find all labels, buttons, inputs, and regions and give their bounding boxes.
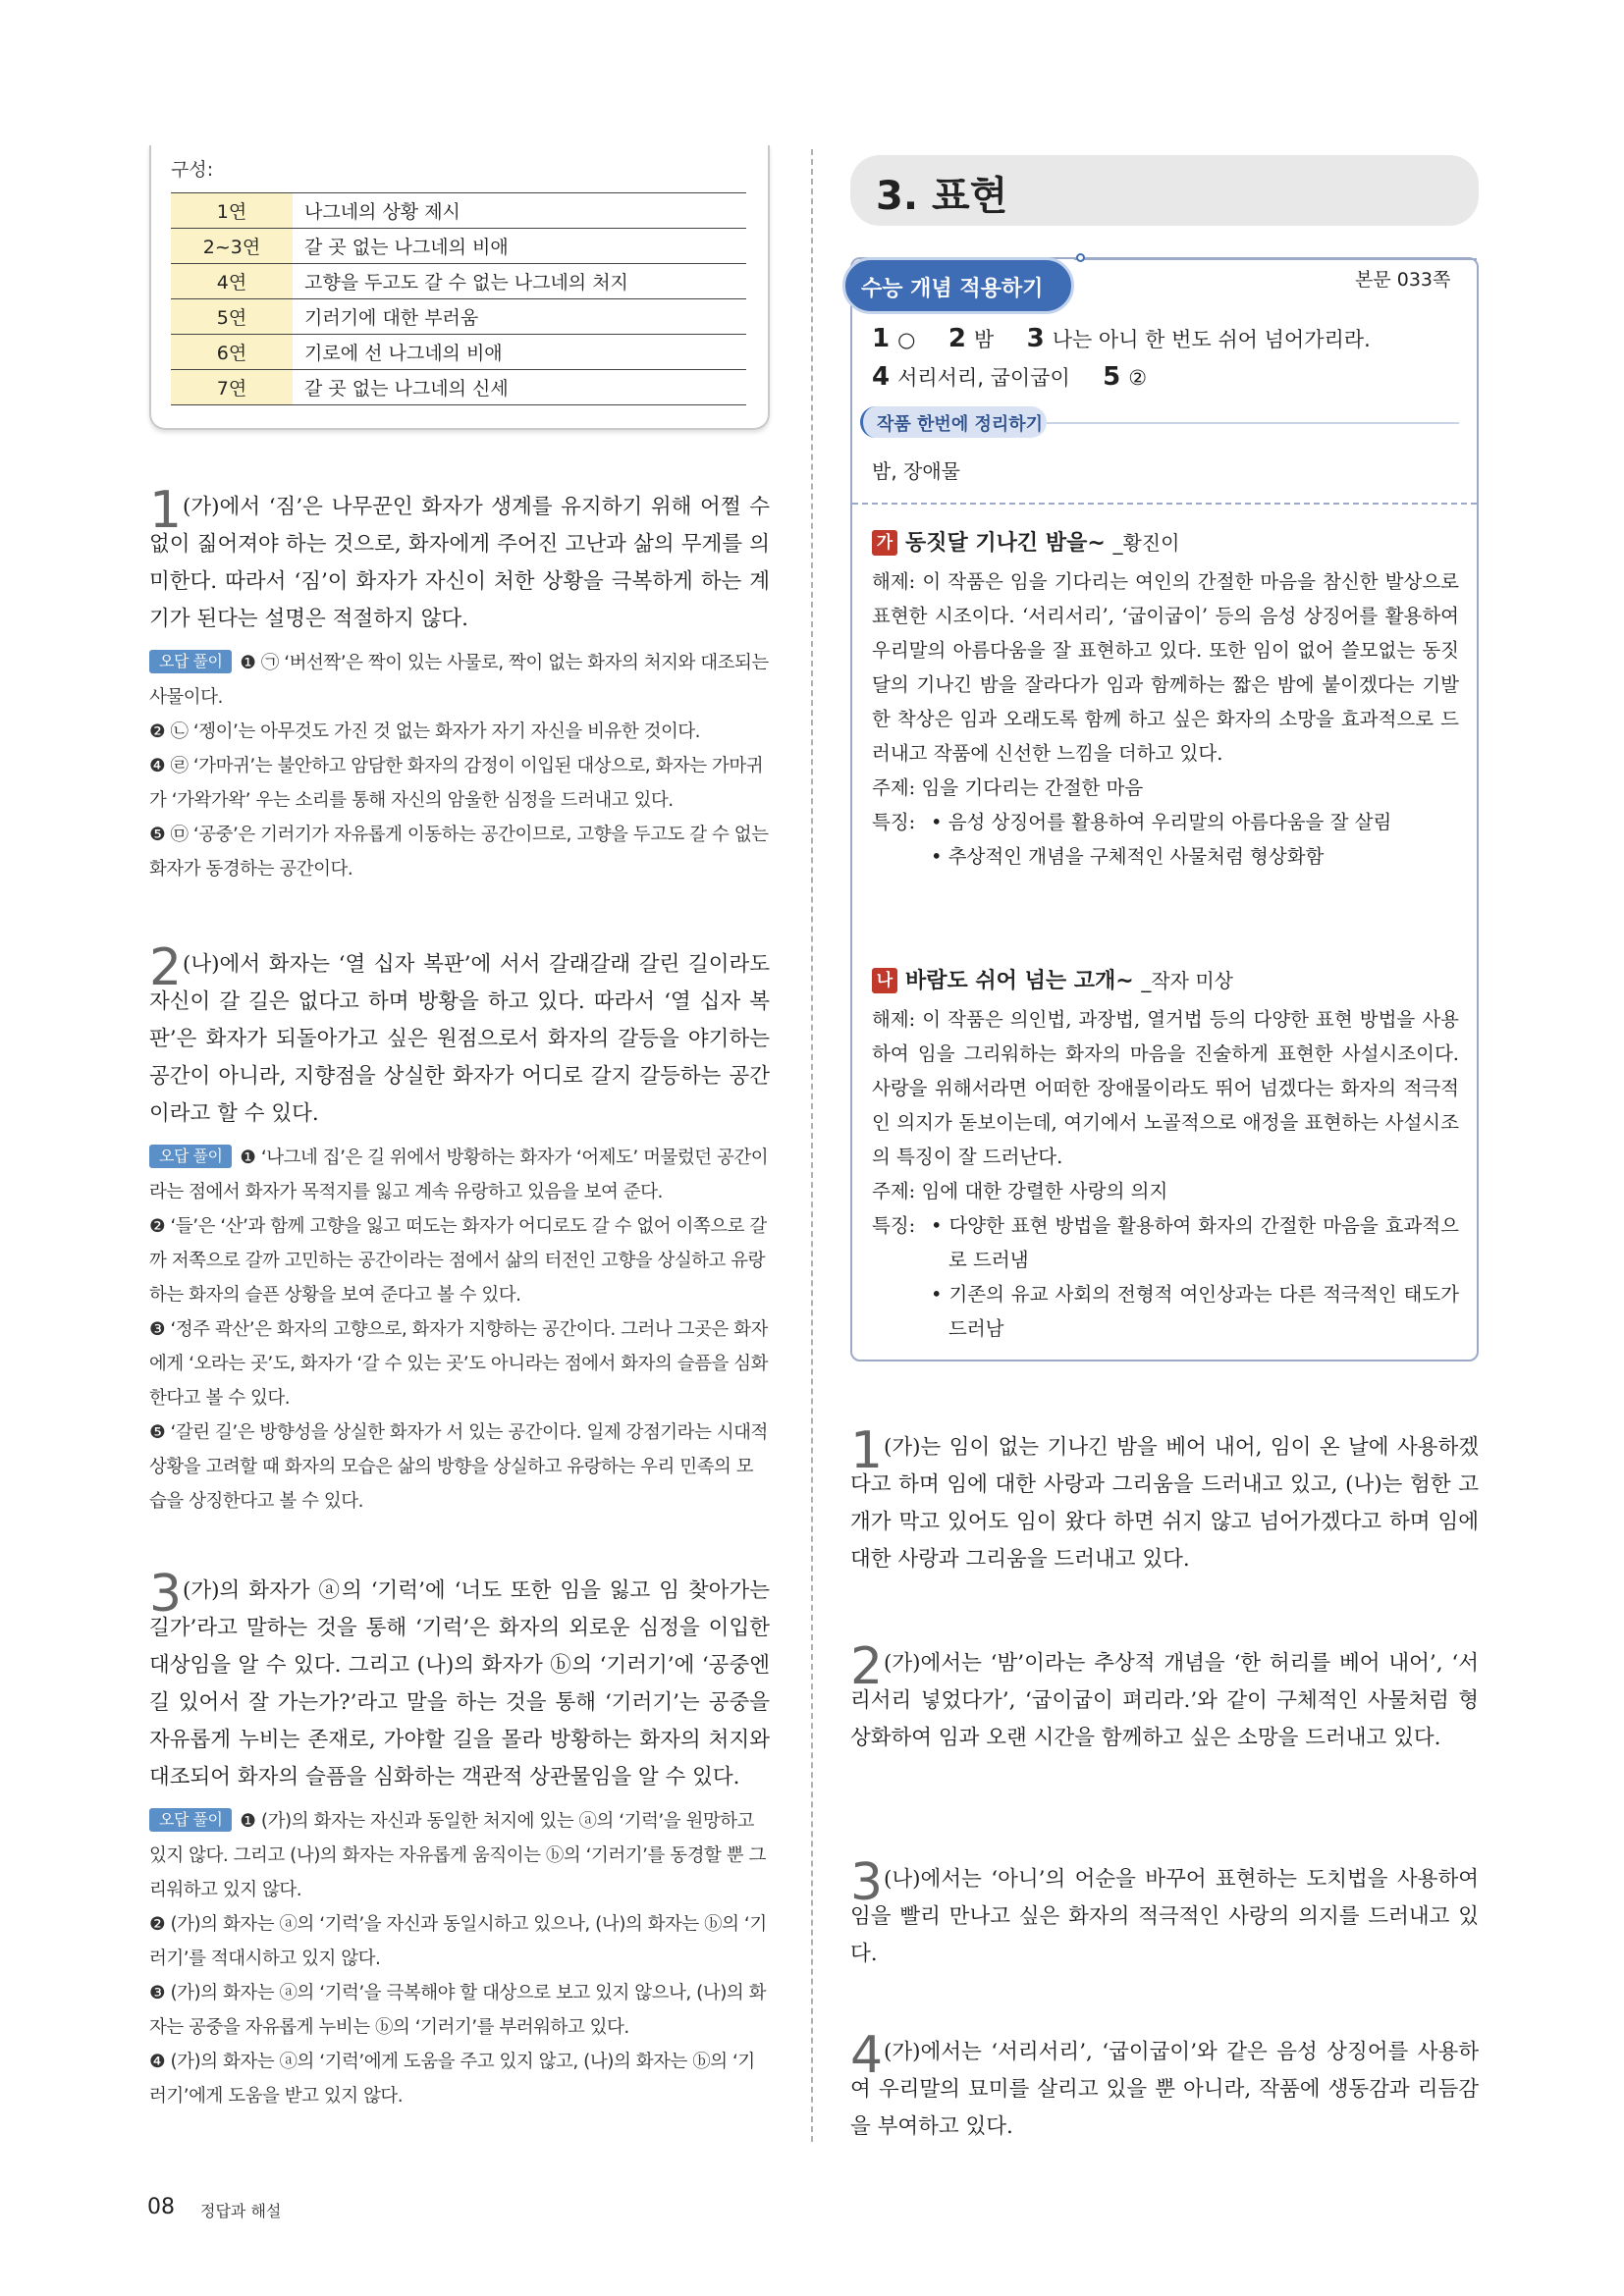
note-item: ❺ ㉤ ‘공중’은 기러기가 자유롭게 이동하는 공간이므로, 고향을 두고도 갈 수 없는 화자가 동경하는 공간이다. (149, 825, 769, 880)
question-text: (가)에서는 ‘밤’이라는 추상적 개념을 ‘한 허리를 베어 내어’, ‘서리서리 넣었다가’, ‘굽이굽이 펴리라.’와 같이 구체적인 사물처럼 형상화하여 임과 오랜 시간을 함께하고 싶은 소망을 드러내고 있다. (850, 1651, 1479, 1750)
note-item: ❹ ㉣ ‘가마귀’는 불안하고 암담한 화자의 감정이 이입된 대상으로, 화자는 가마귀가 ‘가왁가왁’ 우는 소리를 통해 자신의 암울한 심정을 드러내고 있다. (149, 756, 764, 811)
question-1 (149, 481, 770, 886)
feature-item: • 다양한 표현 방법을 활용하여 화자의 간절한 마음을 효과적으로 드러냄 (931, 1214, 1459, 1271)
question-3 (850, 1853, 1479, 1973)
question-text: (가)는 임이 없는 기나긴 밤을 베어 내어, 임이 온 날에 사용하겠다고 하며 임에 대한 사랑과 그리움을 드러내고 있고, (나)는 험한 고개가 막고 있어도 임이 왔다 하면 쉬지 않고 넘어가겠다고 하며 임에 대한 사랑과 그리움을 드러내고 있다. (850, 1435, 1479, 1572)
note-list (149, 1141, 770, 1519)
structure-table (171, 192, 746, 405)
feature-item: • 추상적인 개념을 구체적인 사물처럼 형상화함 (931, 845, 1325, 868)
footer-label: 정답과 해설 (200, 2202, 282, 2220)
note-item: ❷ ㉡ ‘젱이’는 아무것도 가진 것 없는 화자가 자기 자신을 비유한 것이다. (149, 721, 701, 742)
summary-pill (860, 406, 1047, 438)
answer-row: 1 ○ 2 밤 3 나는 아니 한 번도 쉬어 넘어가리라. (872, 324, 1371, 353)
table-row: 1연 나그네의 상황 제시 (171, 193, 746, 229)
structure-label: 구성: (171, 159, 214, 181)
work-b (872, 964, 1459, 1346)
section-title-bar (850, 155, 1479, 226)
table-row: 4연 고향을 두고도 갈 수 없는 나그네의 처지 (171, 264, 746, 299)
note-item: 오답 풀이 ❶ ㉠ ‘버선짝’은 짝이 있는 사물로, 짝이 없는 화자의 처지와 대조되는 사물이다. (149, 652, 769, 708)
card-label: 수능 개념 적용하기 (861, 277, 1044, 301)
question-number: 1 (149, 481, 181, 540)
note-item: ❸ (가)의 화자는 ⓐ의 ‘기럭’을 극복해야 할 대상으로 보고 있지 않으나, (나)의 화자는 공중을 자유롭게 누비는 ⓑ의 ‘기러기’를 부러워하고 있다. (149, 1983, 767, 2038)
question-2 (850, 1637, 1479, 1757)
question-text: (가)에서 ‘짐’은 나무꾼인 화자가 생계를 유지하기 위해 어쩔 수 없이 짊어져야 하는 것으로, 화자에게 주어진 고난과 삶의 무게를 의미한다. 따라서 ‘짐’이 화자가 자신이 처한 상황을 극복하게 하는 계기가 된다는 설명은 적절하지 않다. (149, 495, 770, 631)
question-number: 3 (850, 1853, 882, 1912)
wrong-answer-tag: 오답 풀이 (149, 1145, 232, 1168)
page-number: 08 (147, 2195, 175, 2219)
question-1 (850, 1421, 1479, 1578)
card-header-dot (1076, 253, 1085, 262)
work-haeje: 해제: 이 작품은 임을 기다리는 여인의 간절한 마음을 참신한 발상으로 표현한 시조이다. ‘서리서리’, ‘굽이굽이’ 등의 음성 상징어를 활용하여 우리말의 아름다움을 잘 표현하고 있다. 또한 임이 없어 쓸모없는 동짓달의 기나긴 밤을 잘라다가 임과 함께하는 짧은 밤에 붙이겠다는 기발한 착상은 임과 오래도록 함께 하고 싶은 화자의 소망을 효과적으로 드러내고 작품에 신선한 느낌을 더하고 있다. (872, 570, 1459, 765)
work-haeje: 해제: 이 작품은 의인법, 과장법, 열거법 등의 다양한 표현 방법을 사용하여 임을 그리워하는 화자의 마음을 진술하게 표현한 사설시조이다. 사랑을 위해서라면 어떠한 장애물이라도 뛰어 넘겠다는 화자의 적극적인 의지가 돋보이는데, 여기에서 노골적으로 애정을 표현하는 사설시조의 특징이 잘 드러난다. (872, 1008, 1459, 1168)
feature-item: • 음성 상징어를 활용하여 우리말의 아름다움을 잘 살림 (931, 811, 1392, 833)
question-text: (나)에서는 ‘아니’의 어순을 바꾸어 표현하는 도치법을 사용하여 임을 빨리 만나고 싶은 화자의 적극적인 사랑의 의지를 드러내고 있다. (850, 1867, 1479, 1966)
work-body (872, 564, 1459, 874)
card-label-pill (842, 257, 1074, 314)
note-item: 오답 풀이 ❶ ‘나그네 집’은 길 위에서 방황하는 화자가 ‘어제도’ 머물렀던 공간이라는 점에서 화자가 목적지를 잃고 계속 유랑하고 있음을 보여 준다. (149, 1147, 769, 1202)
note-item: ❷ (가)의 화자는 ⓐ의 ‘기럭’을 자신과 동일시하고 있으나, (나)의 화자는 ⓑ의 ‘기러기’를 적대시하고 있지 않다. (149, 1914, 767, 1969)
table-row: 6연 기로에 선 나그네의 비애 (171, 335, 746, 370)
summary-value: 밤, 장애물 (872, 459, 960, 483)
answer-row: 4 서리서리, 굽이굽이 5 ② (872, 362, 1148, 392)
card-header-line (1074, 258, 1477, 260)
work-theme: 주제: 임에 대한 강렬한 사랑의 의지 (872, 1180, 1168, 1202)
work-title: 가 동짓달 기나긴 밤을~ _황진이 (872, 526, 1459, 557)
note-item: ❷ ‘들’은 ‘산’과 함께 고향을 잃고 떠도는 화자가 어디로도 갈 수 없어 이쪽으로 갈까 저쪽으로 갈까 고민하는 공간이라는 점에서 삶의 터전인 고향을 상실하고 유랑하는 화자의 슬픈 상황을 보여 준다고 볼 수 있다. (149, 1216, 767, 1306)
question-text: (가)에서는 ‘서리서리’, ‘굽이굽이’와 같은 음성 상징어를 사용하여 우리말의 묘미를 살리고 있을 뿐 아니라, 작품에 생동감과 리듬감을 부여하고 있다. (850, 2040, 1479, 2139)
work-author: _황진이 (1112, 531, 1180, 555)
note-item: 오답 풀이 ❶ (가)의 화자는 자신과 동일한 처지에 있는 ⓐ의 ‘기럭’을 원망하고 있지 않다. 그리고 (나)의 화자는 자유롭게 움직이는 ⓑ의 ‘기러기’를 동경할 뿐 그리워하고 있지 않다. (149, 1810, 766, 1900)
answer-list (872, 320, 1461, 397)
question-number: 2 (149, 938, 181, 997)
question-3 (149, 1565, 770, 2113)
table-row: 5연 기러기에 대한 부러움 (171, 299, 746, 335)
work-body (872, 1002, 1459, 1346)
section-title: 3. 표현 (876, 174, 1008, 219)
work-features: 특징: (872, 1214, 916, 1237)
question-number: 4 (850, 2026, 882, 2085)
question-number: 1 (850, 1421, 882, 1480)
table-row: 2~3연 갈 곳 없는 나그네의 비애 (171, 229, 746, 264)
question-2 (149, 938, 770, 1519)
note-list (149, 1804, 770, 2113)
summary-line (1047, 422, 1459, 424)
question-text: (가)의 화자가 ⓐ의 ‘기럭’에 ‘너도 또한 임을 잃고 임 찾아가는 길가’라고 말하는 것을 통해 ‘기럭’은 화자의 외로운 심정을 이입한 대상임을 알 수 있다. 그리고 (나)의 화자가 ⓑ의 ‘기러기’에 ‘공중엔 길 있어서 잘 가는가?’라고 말을 하는 것을 통해 ‘기러기’는 공중을 자유롭게 누비는 존재로, 가야할 길을 몰라 방황하는 화자의 처지와 대조되어 화자의 슬픔을 심화하는 객관적 상관물임을 알 수 있다. (149, 1578, 770, 1789)
work-title: 나 바람도 쉬어 넘는 고개~ _작자 미상 (872, 964, 1459, 994)
wrong-answer-tag: 오답 풀이 (149, 650, 232, 673)
work-author: _작자 미상 (1141, 969, 1233, 992)
note-item: ❸ ‘정주 곽산’은 화자의 고향으로, 화자가 지향하는 공간이다. 그러나 그곳은 화자에게 ‘오라는 곳’도, 화자가 ‘갈 수 있는 곳’도 아니라는 점에서 화자의 슬픔을 심화한다고 볼 수 있다. (149, 1319, 768, 1409)
question-text: (나)에서 화자는 ‘열 십자 복판’에 서서 갈래갈래 갈린 길이라도 자신이 갈 길은 없다고 하며 방황을 하고 있다. 따라서 ‘열 십자 복판’은 화자가 되돌아가고 싶은 원점으로서 화자의 갈등을 야기하는 공간이 아니라, 지향점을 상실한 화자가 어디로 갈지 갈등하는 공간이라고 할 수 있다. (149, 952, 770, 1126)
card-divider (852, 503, 1477, 505)
question-number: 2 (850, 1637, 882, 1696)
summary-label: 작품 한번에 정리하기 (877, 414, 1044, 435)
page-reference: 본문 033쪽 (1355, 269, 1451, 291)
work-a (872, 526, 1459, 874)
question-number: 3 (149, 1565, 181, 1624)
work-badge: 가 (872, 530, 897, 556)
work-theme: 주제: 임을 기다리는 간절한 마음 (872, 776, 1144, 799)
work-badge: 나 (872, 968, 897, 993)
note-item: ❹ (가)의 화자는 ⓐ의 ‘기럭’에게 도움을 주고 있지 않고, (나)의 화자는 ⓑ의 ‘기러기’에게 도움을 받고 있지 않다. (149, 2052, 755, 2107)
column-divider (811, 149, 813, 2142)
work-features: 특징: (872, 811, 916, 833)
wrong-answer-tag: 오답 풀이 (149, 1808, 232, 1832)
note-list (149, 646, 770, 886)
question-4 (850, 2026, 1479, 2146)
feature-item: • 기존의 유교 사회의 전형적 여인상과는 다른 적극적인 태도가 드러남 (931, 1283, 1459, 1340)
table-row: 7연 갈 곳 없는 나그네의 신세 (171, 370, 746, 405)
note-item: ❺ ‘갈린 길’은 방향성을 상실한 화자가 서 있는 공간이다. 일제 강점기라는 시대적 상황을 고려할 때 화자의 모습은 삶의 방향을 상실하고 유랑하는 우리 민족의 모습을 상징한다고 볼 수 있다. (149, 1422, 768, 1512)
